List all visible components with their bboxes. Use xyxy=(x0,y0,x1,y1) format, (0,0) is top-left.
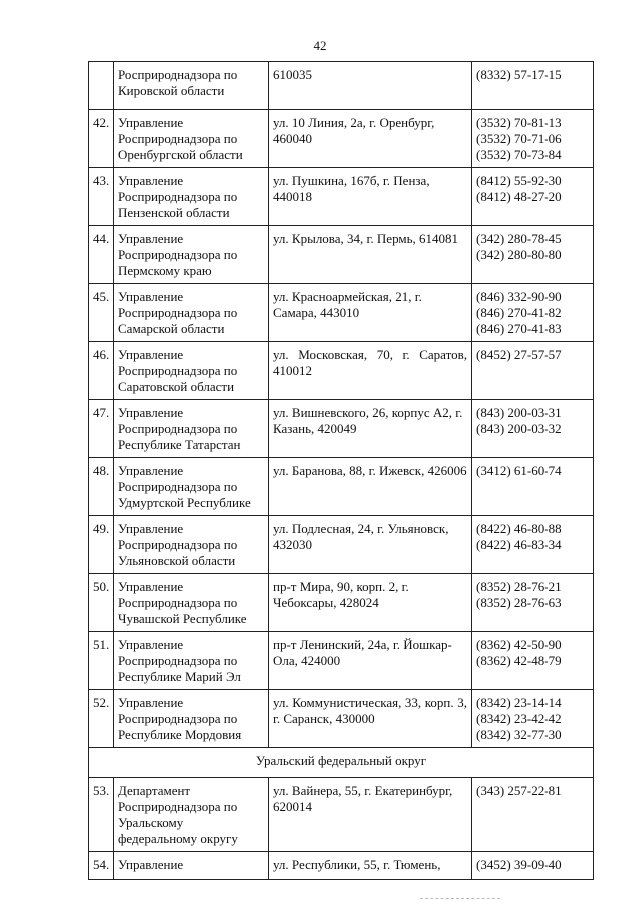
phone-number: (8342) 32-77-30 xyxy=(476,727,562,742)
phone-number: (3412) 61-60-74 xyxy=(476,463,562,478)
organization-name: Департамент Росприроднадзора по Уральскому федеральному округу xyxy=(114,778,269,852)
phone-number: (8352) 28-76-21 xyxy=(476,579,562,594)
organization-name: Управление Росприроднадзора по Республике Марий Эл xyxy=(114,632,269,690)
address: ул. 10 Линия, 2а, г. Оренбург, 460040 xyxy=(269,110,472,168)
phone-number: (3532) 70-73-84 xyxy=(476,147,562,162)
phone-number: (846) 332-90-90 xyxy=(476,289,562,304)
phone-number: (8452) 27-57-57 xyxy=(476,347,562,362)
offices-table xyxy=(88,61,594,880)
table-row xyxy=(89,400,594,458)
address: ул. Пушкина, 167б, г. Пенза, 440018 xyxy=(269,168,472,226)
row-number: 45. xyxy=(89,284,114,342)
phone-number: (8352) 28-76-63 xyxy=(476,595,562,610)
phone-number: (846) 270-41-83 xyxy=(476,321,562,336)
organization-name: Управление xyxy=(114,852,269,880)
phone-number: (342) 280-80-80 xyxy=(476,247,562,262)
phone-numbers xyxy=(472,852,594,880)
organization-name: Управление Росприроднадзора по Республике Татарстан xyxy=(114,400,269,458)
table-row xyxy=(89,632,594,690)
address: ул. Крылова, 34, г. Пермь, 614081 xyxy=(269,226,472,284)
row-number xyxy=(89,62,114,110)
address: ул. Подлесная, 24, г. Ульяновск, 432030 xyxy=(269,516,472,574)
row-number: 43. xyxy=(89,168,114,226)
table-row xyxy=(89,226,594,284)
organization-name: Управление Росприроднадзора по Ульяновской области xyxy=(114,516,269,574)
phone-numbers xyxy=(472,284,594,342)
row-number: 46. xyxy=(89,342,114,400)
table-row xyxy=(89,516,594,574)
organization-name: Росприроднадзора по Кировской области xyxy=(114,62,269,110)
phone-number: (3532) 70-71-06 xyxy=(476,131,562,146)
phone-numbers xyxy=(472,400,594,458)
organization-name: Управление Росприроднадзора по Саратовской области xyxy=(114,342,269,400)
phone-numbers xyxy=(472,342,594,400)
phone-number: (3532) 70-81-13 xyxy=(476,115,562,130)
phone-numbers xyxy=(472,62,594,110)
table-row xyxy=(89,778,594,852)
phone-number: (846) 270-41-82 xyxy=(476,305,562,320)
phone-number: (8342) 23-14-14 xyxy=(476,695,562,710)
footer-mark xyxy=(420,898,500,901)
row-number: 54. xyxy=(89,852,114,880)
phone-number: (8342) 23-42-42 xyxy=(476,711,562,726)
district-header: Уральский федеральный округ xyxy=(89,748,594,778)
row-number: 51. xyxy=(89,632,114,690)
address: ул. Красноармейская, 21, г. Самара, 443010 xyxy=(269,284,472,342)
phone-number: (8422) 46-80-88 xyxy=(476,521,562,536)
table-row xyxy=(89,458,594,516)
phone-number: (343) 257-22-81 xyxy=(476,783,562,798)
organization-name: Управление Росприроднадзора по Пермскому краю xyxy=(114,226,269,284)
table-row xyxy=(89,852,594,880)
row-number: 49. xyxy=(89,516,114,574)
phone-numbers xyxy=(472,516,594,574)
phone-numbers xyxy=(472,458,594,516)
table-row xyxy=(89,574,594,632)
phone-numbers xyxy=(472,574,594,632)
row-number: 42. xyxy=(89,110,114,168)
table-row xyxy=(89,342,594,400)
address: пр-т Мира, 90, корп. 2, г. Чебоксары, 428024 xyxy=(269,574,472,632)
phone-number: (8362) 42-50-90 xyxy=(476,637,562,652)
phone-numbers xyxy=(472,778,594,852)
phone-number: (3452) 39-09-40 xyxy=(476,857,562,872)
phone-number: (8412) 55-92-30 xyxy=(476,173,562,188)
phone-number: (843) 200-03-31 xyxy=(476,405,562,420)
table-row xyxy=(89,690,594,748)
table-row xyxy=(89,62,594,110)
page-number: 42 xyxy=(313,38,327,53)
organization-name: Управление Росприроднадзора по Самарской области xyxy=(114,284,269,342)
row-number: 52. xyxy=(89,690,114,748)
table-row xyxy=(89,284,594,342)
phone-number: (8332) 57-17-15 xyxy=(476,67,562,82)
offices-table-body xyxy=(89,62,594,880)
row-number: 47. xyxy=(89,400,114,458)
address: ул. Республики, 55, г. Тюмень, xyxy=(269,852,472,880)
row-number: 50. xyxy=(89,574,114,632)
phone-numbers xyxy=(472,110,594,168)
organization-name: Управление Росприроднадзора по Чувашской Республике xyxy=(114,574,269,632)
table-row xyxy=(89,168,594,226)
address: ул. Вишневского, 26, корпус А2, г. Казань, 420049 xyxy=(269,400,472,458)
row-number: 48. xyxy=(89,458,114,516)
district-header-row xyxy=(89,748,594,778)
row-number: 53. xyxy=(89,778,114,852)
row-number: 44. xyxy=(89,226,114,284)
phone-numbers xyxy=(472,690,594,748)
phone-number: (843) 200-03-32 xyxy=(476,421,562,436)
phone-number: (8362) 42-48-79 xyxy=(476,653,562,668)
organization-name: Управление Росприроднадзора по Оренбургской области xyxy=(114,110,269,168)
organization-name: Управление Росприроднадзора по Республике Мордовия xyxy=(114,690,269,748)
address: ул. Московская, 70, г. Саратов, 410012 xyxy=(269,342,472,400)
phone-number: (342) 280-78-45 xyxy=(476,231,562,246)
phone-numbers xyxy=(472,168,594,226)
phone-numbers xyxy=(472,632,594,690)
phone-number: (8422) 46-83-34 xyxy=(476,537,562,552)
phone-number: (8412) 48-27-20 xyxy=(476,189,562,204)
phone-numbers xyxy=(472,226,594,284)
organization-name: Управление Росприроднадзора по Пензенской области xyxy=(114,168,269,226)
address: пр-т Ленинский, 24а, г. Йошкар-Ола, 424000 xyxy=(269,632,472,690)
address: ул. Вайнера, 55, г. Екатеринбург, 620014 xyxy=(269,778,472,852)
address: 610035 xyxy=(269,62,472,110)
address: ул. Баранова, 88, г. Ижевск, 426006 xyxy=(269,458,472,516)
organization-name: Управление Росприроднадзора по Удмуртской Республике xyxy=(114,458,269,516)
table-row xyxy=(89,110,594,168)
address: ул. Коммунистическая, 33, корп. 3, г. Саранск, 430000 xyxy=(269,690,472,748)
